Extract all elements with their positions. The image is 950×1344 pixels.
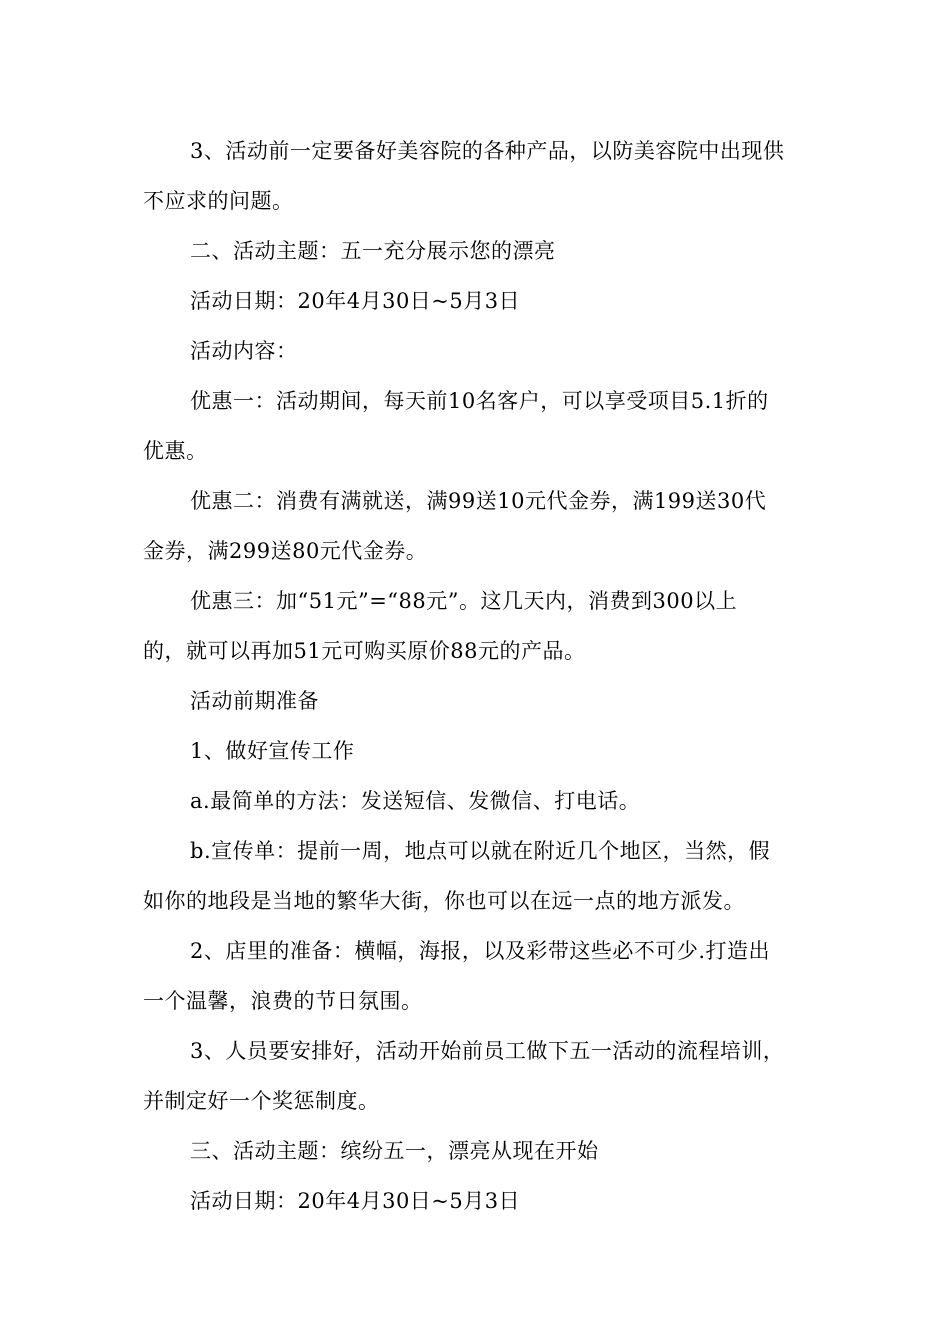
- paragraph-line: 不应求的问题。: [143, 189, 294, 213]
- section-heading: 二、活动主题：五一充分展示您的漂亮: [190, 239, 556, 263]
- paragraph-line: 2、店里的准备：横幅，海报，以及彩带这些必不可少.打造出: [190, 939, 771, 963]
- paragraph-line: 3、人员要安排好，活动开始前员工做下五一活动的流程培训，: [190, 1039, 785, 1063]
- paragraph-line: 3、活动前一定要备好美容院的各种产品，以防美容院中出现供: [190, 139, 785, 163]
- paragraph-line: 活动日期：20年4月30日~5月3日: [190, 1189, 521, 1213]
- paragraph-line: 活动日期：20年4月30日~5月3日: [190, 289, 521, 313]
- paragraph-line: 活动前期准备: [190, 689, 319, 713]
- paragraph-line: 优惠三：加“51元”=“88元”。这几天内，消费到300以上: [190, 589, 738, 613]
- paragraph-line: 优惠。: [143, 439, 208, 463]
- paragraph-line: b.宣传单：提前一周，地点可以就在附近几个地区，当然，假: [190, 839, 771, 863]
- paragraph-line: 的，就可以再加51元可购买原价88元的产品。: [143, 639, 586, 663]
- paragraph-line: 1、做好宣传工作: [190, 739, 355, 763]
- paragraph-line: 活动内容：: [190, 339, 298, 363]
- paragraph-line: 一个温馨，浪费的节日氛围。: [143, 989, 423, 1013]
- paragraph-line: a.最简单的方法：发送短信、发微信、打电话。: [190, 789, 641, 813]
- paragraph-line: 金券，满299送80元代金券。: [143, 539, 428, 563]
- paragraph-line: 优惠一：活动期间，每天前10名客户，可以享受项目5.1折的: [190, 389, 769, 413]
- paragraph-line: 优惠二：消费有满就送，满99送10元代金券，满199送30代: [190, 489, 767, 513]
- paragraph-line: 如你的地段是当地的繁华大街，你也可以在远一点的地方派发。: [143, 889, 745, 913]
- paragraph-line: 并制定好一个奖惩制度。: [143, 1089, 380, 1113]
- section-heading: 三、活动主题：缤纷五一，漂亮从现在开始: [190, 1139, 599, 1163]
